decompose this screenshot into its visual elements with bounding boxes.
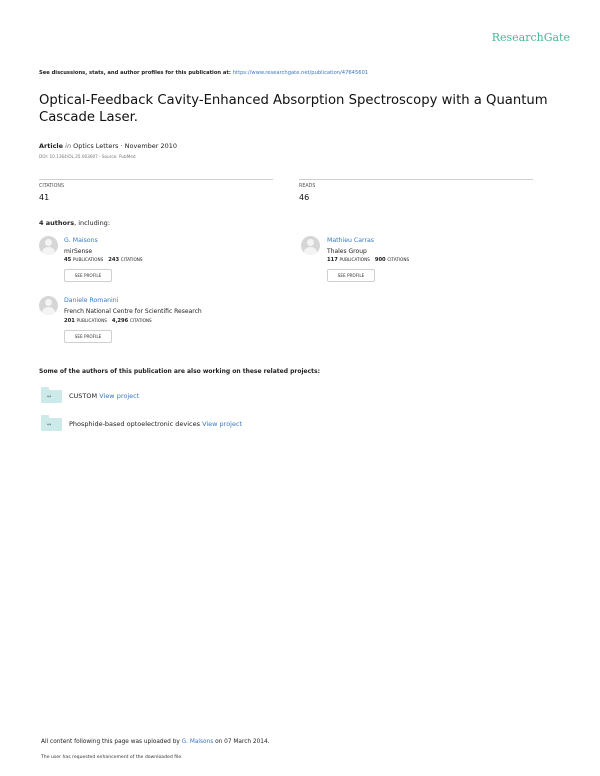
- authors-count: 4 authors: [39, 219, 75, 227]
- doi-line: DOI: 10.1364/OL.35.003607 · Source: PubMed: [39, 154, 136, 159]
- project-item: [69, 420, 242, 428]
- author-affiliation: Thales Group: [327, 248, 367, 255]
- publication-link[interactable]: https://www.researchgate.net/publication/47645601: [232, 70, 369, 76]
- project-item: [69, 392, 139, 400]
- article-meta: [39, 142, 177, 150]
- authors-suffix: , including:: [74, 219, 111, 227]
- citations-count: 4,296: [111, 318, 129, 324]
- citations-unit: CITATIONS: [387, 257, 410, 262]
- enhancement-note: The user has requested enhancement of the downloaded file.: [41, 755, 183, 760]
- folder-icon: ↔: [41, 390, 62, 403]
- article-type: Article: [39, 142, 64, 150]
- publications-unit: PUBLICATIONS: [76, 318, 107, 323]
- folder-icon: ↔: [41, 418, 62, 431]
- see-profile-button[interactable]: SEE PROFILE: [327, 269, 375, 282]
- author-affiliation: mirSense: [64, 248, 93, 255]
- project-name: Phosphide-based optoelectronic devices: [69, 420, 200, 428]
- upload-prefix: All content following this page was uploaded by: [41, 739, 180, 745]
- publications-unit: PUBLICATIONS: [339, 257, 370, 262]
- avatar[interactable]: [301, 236, 320, 255]
- citations-unit: CITATIONS: [120, 257, 143, 262]
- avatar[interactable]: [39, 236, 58, 255]
- divider: [299, 179, 533, 180]
- disclaimer-text: See discussions, stats, and author profiles for this publication at:: [39, 70, 231, 76]
- in-label: in: [65, 142, 72, 150]
- journal-info[interactable]: Optics Letters · November 2010: [73, 142, 178, 150]
- project-name: CUSTOM: [69, 392, 98, 400]
- author-name[interactable]: Mathieu Carras: [327, 237, 374, 244]
- upload-suffix: on 07 March 2014.: [215, 739, 270, 745]
- paper-title: Optical-Feedback Cavity-Enhanced Absorption Spectroscopy with a Quantum Cascade Laser.: [39, 93, 548, 125]
- citations-count: 900: [374, 257, 386, 263]
- citations-unit: CITATIONS: [129, 318, 152, 323]
- avatar[interactable]: [39, 296, 58, 315]
- author-affiliation: French National Centre for Scientific Research: [64, 308, 202, 315]
- author-stats: [327, 257, 409, 263]
- publications-count: 117: [327, 257, 338, 263]
- author-name[interactable]: Daniele Romanini: [64, 297, 119, 304]
- discussion-disclaimer: [39, 70, 368, 76]
- see-profile-button[interactable]: SEE PROFILE: [64, 330, 112, 343]
- authors-heading: [39, 219, 110, 227]
- author-stats: [64, 318, 152, 324]
- related-projects-heading: Some of the authors of this publication are also working on these related projects:: [39, 368, 320, 375]
- reads-count: 46: [299, 193, 310, 202]
- uploader-link[interactable]: G. Maisons: [181, 739, 214, 745]
- publications-unit: PUBLICATIONS: [72, 257, 104, 262]
- citations-label: CITATIONS: [39, 184, 64, 189]
- author-stats: [64, 257, 143, 263]
- see-profile-button[interactable]: SEE PROFILE: [64, 269, 112, 282]
- citations-count: 41: [39, 193, 50, 202]
- author-name[interactable]: G. Maisons: [64, 237, 98, 244]
- view-project-link[interactable]: View project: [99, 392, 140, 400]
- upload-note: [41, 739, 270, 745]
- publications-count: 45: [64, 257, 72, 263]
- divider: [39, 179, 273, 180]
- publications-count: 201: [64, 318, 75, 324]
- reads-label: READS: [299, 184, 316, 189]
- researchgate-logo: ResearchGate: [491, 31, 570, 44]
- citations-count: 243: [108, 257, 120, 263]
- view-project-link[interactable]: View project: [202, 420, 243, 428]
